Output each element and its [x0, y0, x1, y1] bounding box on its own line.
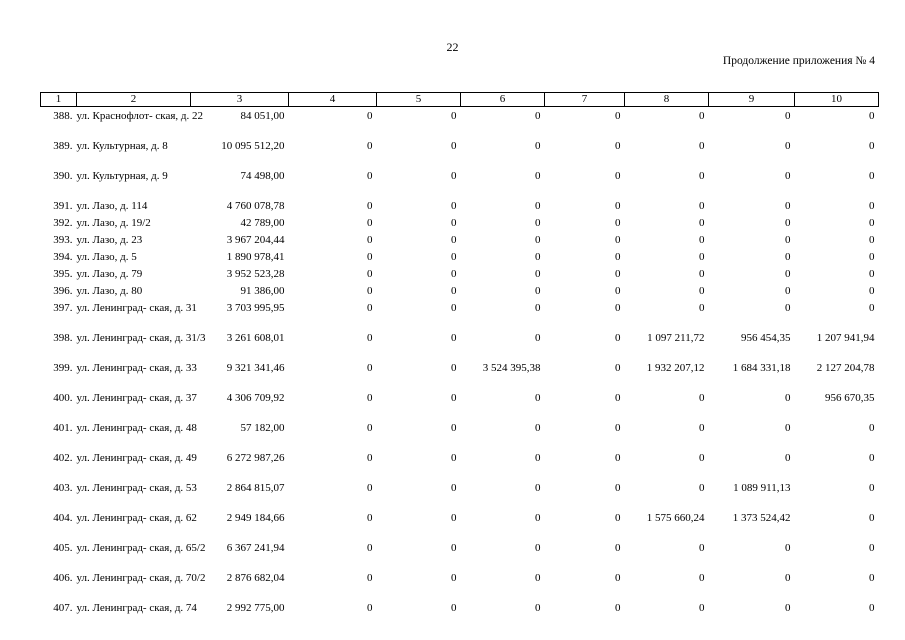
- value-cell: 0: [869, 512, 875, 524]
- address-cell: ул. Ленинград- ская, д. 65/2: [76, 542, 206, 554]
- table-row: [41, 513, 879, 543]
- row-number: 406.: [53, 572, 73, 584]
- header-cell: 2: [77, 93, 191, 107]
- value-cell: 0: [535, 452, 541, 464]
- value-cell: 0: [451, 170, 457, 182]
- value-cell: 0: [869, 200, 875, 212]
- value-cell: 0: [615, 512, 621, 524]
- value-cell: 0: [535, 542, 541, 554]
- value-cell: 0: [451, 217, 457, 229]
- value-cell: 0: [535, 602, 541, 614]
- header-cell: 8: [625, 93, 709, 107]
- value-cell: 0: [615, 170, 621, 182]
- value-cell: 0: [869, 140, 875, 152]
- value-cell: 0: [451, 542, 457, 554]
- value-cell: 0: [615, 217, 621, 229]
- value-cell: 0: [535, 482, 541, 494]
- value-cell: 0: [367, 302, 373, 314]
- value-cell: 0: [451, 234, 457, 246]
- value-cell: 0: [451, 200, 457, 212]
- value-cell: 2 864 815,07: [226, 482, 285, 494]
- value-cell: 0: [451, 251, 457, 263]
- value-cell: 0: [535, 268, 541, 280]
- header-cell: 1: [41, 93, 77, 107]
- row-number: 395.: [53, 268, 73, 280]
- value-cell: 0: [535, 251, 541, 263]
- value-cell: 0: [869, 170, 875, 182]
- row-number: 393.: [53, 234, 73, 246]
- value-cell: 1 684 331,18: [732, 362, 791, 374]
- row-number: 392.: [53, 217, 73, 229]
- header-cell: 10: [795, 93, 879, 107]
- value-cell: 0: [615, 392, 621, 404]
- value-cell: 956 454,35: [741, 332, 791, 344]
- value-cell: 0: [615, 285, 621, 297]
- value-cell: 0: [699, 234, 705, 246]
- address-cell: ул. Культурная, д. 8: [76, 140, 168, 152]
- value-cell: 1 207 941,94: [816, 332, 875, 344]
- table-row: [41, 573, 879, 603]
- value-cell: 0: [367, 234, 373, 246]
- value-cell: 0: [367, 110, 373, 122]
- table-row: [41, 423, 879, 453]
- header-cell: 7: [545, 93, 625, 107]
- value-cell: 0: [615, 200, 621, 212]
- value-cell: 0: [699, 302, 705, 314]
- row-number: 400.: [53, 392, 73, 404]
- header-cell: 6: [461, 93, 545, 107]
- address-cell: ул. Ленинград- ская, д. 49: [76, 452, 197, 464]
- value-cell: 0: [451, 362, 457, 374]
- address-cell: ул. Ленинград- ская, д. 48: [76, 422, 197, 434]
- row-number: 404.: [53, 512, 73, 524]
- value-cell: 0: [367, 452, 373, 464]
- value-cell: 0: [615, 332, 621, 344]
- value-cell: 0: [615, 268, 621, 280]
- value-cell: 0: [869, 302, 875, 314]
- row-number: 399.: [53, 362, 73, 374]
- value-cell: 0: [699, 572, 705, 584]
- table-row: [41, 286, 879, 303]
- row-number: 389.: [53, 140, 73, 152]
- value-cell: 0: [699, 422, 705, 434]
- value-cell: 0: [869, 572, 875, 584]
- header-cell: 9: [709, 93, 795, 107]
- value-cell: 0: [785, 285, 791, 297]
- value-cell: 0: [535, 217, 541, 229]
- value-cell: 0: [367, 602, 373, 614]
- row-number: 397.: [53, 302, 73, 314]
- value-cell: 0: [367, 422, 373, 434]
- value-cell: 0: [535, 110, 541, 122]
- address-cell: ул. Лазо, д. 114: [76, 200, 148, 212]
- value-cell: 0: [535, 422, 541, 434]
- value-cell: 0: [785, 302, 791, 314]
- table-row: [41, 333, 879, 363]
- value-cell: 0: [869, 217, 875, 229]
- address-cell: ул. Лазо, д. 5: [76, 251, 137, 263]
- value-cell: 2 992 775,00: [226, 602, 285, 614]
- value-cell: 0: [367, 200, 373, 212]
- appendix-table: [40, 92, 879, 633]
- value-cell: 0: [535, 285, 541, 297]
- value-cell: 0: [699, 200, 705, 212]
- header-cell: 5: [377, 93, 461, 107]
- value-cell: 0: [367, 512, 373, 524]
- value-cell: 0: [869, 422, 875, 434]
- table-body: [41, 107, 879, 634]
- value-cell: 0: [535, 170, 541, 182]
- value-cell: 10 095 512,20: [221, 140, 285, 152]
- value-cell: 84 051,00: [240, 110, 285, 122]
- value-cell: 91 386,00: [240, 285, 285, 297]
- address-cell: ул. Лазо, д. 23: [76, 234, 143, 246]
- page-number: 22: [446, 40, 459, 54]
- value-cell: 0: [451, 572, 457, 584]
- value-cell: 0: [785, 422, 791, 434]
- value-cell: 2 876 682,04: [226, 572, 285, 584]
- table-row: [41, 603, 879, 633]
- value-cell: 0: [615, 251, 621, 263]
- table-row: [41, 543, 879, 573]
- value-cell: 0: [699, 110, 705, 122]
- row-number: 398.: [53, 332, 73, 344]
- value-cell: 0: [699, 140, 705, 152]
- value-cell: 0: [367, 542, 373, 554]
- value-cell: 0: [615, 234, 621, 246]
- value-cell: 1 373 524,42: [732, 512, 791, 524]
- value-cell: 1 932 207,12: [646, 362, 705, 374]
- table-row: [41, 252, 879, 269]
- value-cell: 2 127 204,78: [816, 362, 875, 374]
- value-cell: 0: [869, 602, 875, 614]
- value-cell: 4 306 709,92: [226, 392, 285, 404]
- table-row: [41, 111, 879, 141]
- value-cell: 0: [367, 482, 373, 494]
- value-cell: 1 575 660,24: [646, 512, 705, 524]
- value-cell: 0: [785, 217, 791, 229]
- value-cell: 0: [367, 332, 373, 344]
- value-cell: 0: [869, 452, 875, 464]
- value-cell: 0: [615, 542, 621, 554]
- value-cell: 0: [615, 572, 621, 584]
- value-cell: 57 182,00: [240, 422, 285, 434]
- value-cell: 4 760 078,78: [226, 200, 285, 212]
- value-cell: 0: [535, 200, 541, 212]
- value-cell: 6 367 241,94: [226, 542, 285, 554]
- value-cell: 0: [615, 140, 621, 152]
- value-cell: 0: [785, 140, 791, 152]
- value-cell: 0: [451, 110, 457, 122]
- value-cell: 0: [699, 170, 705, 182]
- value-cell: 0: [869, 542, 875, 554]
- value-cell: 0: [785, 542, 791, 554]
- value-cell: 0: [785, 234, 791, 246]
- value-cell: 0: [451, 140, 457, 152]
- value-cell: 3 261 608,01: [226, 332, 285, 344]
- address-cell: ул. Ленинград- ская, д. 37: [76, 392, 197, 404]
- value-cell: 9 321 341,46: [226, 362, 285, 374]
- table-row: [41, 483, 879, 513]
- row-number: 391.: [53, 200, 73, 212]
- value-cell: 0: [785, 392, 791, 404]
- value-cell: 42 789,00: [240, 217, 285, 229]
- value-cell: 0: [699, 392, 705, 404]
- table-row: [41, 218, 879, 235]
- value-cell: 0: [785, 251, 791, 263]
- row-number: 401.: [53, 422, 73, 434]
- row-number: 396.: [53, 285, 73, 297]
- value-cell: 0: [699, 217, 705, 229]
- value-cell: 0: [869, 285, 875, 297]
- address-cell: ул. Культурная, д. 9: [76, 170, 168, 182]
- value-cell: 0: [785, 170, 791, 182]
- value-cell: 0: [869, 110, 875, 122]
- table-row: [41, 141, 879, 171]
- value-cell: 0: [699, 602, 705, 614]
- value-cell: 0: [785, 602, 791, 614]
- address-cell: ул. Краснофлот- ская, д. 22: [76, 110, 204, 122]
- header-cell: 3: [191, 93, 289, 107]
- value-cell: 3 703 995,95: [226, 302, 285, 314]
- value-cell: 0: [535, 140, 541, 152]
- value-cell: 0: [367, 251, 373, 263]
- table-row: [41, 393, 879, 423]
- value-cell: 0: [451, 285, 457, 297]
- value-cell: 0: [535, 572, 541, 584]
- value-cell: 0: [615, 110, 621, 122]
- value-cell: 0: [535, 302, 541, 314]
- value-cell: 0: [367, 285, 373, 297]
- value-cell: 0: [869, 251, 875, 263]
- value-cell: 0: [699, 251, 705, 263]
- value-cell: 0: [615, 302, 621, 314]
- value-cell: 0: [367, 170, 373, 182]
- value-cell: 0: [535, 234, 541, 246]
- value-cell: 0: [367, 268, 373, 280]
- address-cell: ул. Ленинград- ская, д. 53: [76, 482, 197, 494]
- table-row: [41, 303, 879, 333]
- value-cell: 0: [451, 268, 457, 280]
- value-cell: 0: [535, 332, 541, 344]
- value-cell: 0: [615, 362, 621, 374]
- value-cell: 956 670,35: [825, 392, 875, 404]
- value-cell: 0: [451, 482, 457, 494]
- value-cell: 0: [869, 482, 875, 494]
- value-cell: 0: [535, 512, 541, 524]
- value-cell: 0: [785, 268, 791, 280]
- value-cell: 3 967 204,44: [226, 234, 285, 246]
- value-cell: 1 097 211,72: [647, 332, 705, 344]
- value-cell: 0: [785, 452, 791, 464]
- table-row: [41, 363, 879, 393]
- address-cell: ул. Лазо, д. 80: [76, 285, 143, 297]
- continuation-title: Продолжение приложения № 4: [722, 55, 875, 67]
- row-number: 390.: [53, 170, 73, 182]
- value-cell: 0: [615, 482, 621, 494]
- address-cell: ул. Ленинград- ская, д. 31/3: [76, 332, 206, 344]
- value-cell: 0: [451, 512, 457, 524]
- row-number: 388.: [53, 110, 73, 122]
- row-number: 403.: [53, 482, 73, 494]
- value-cell: 0: [367, 392, 373, 404]
- value-cell: 0: [451, 422, 457, 434]
- address-cell: ул. Ленинград- ская, д. 74: [76, 602, 197, 614]
- table-row: [41, 269, 879, 286]
- row-number: 394.: [53, 251, 73, 263]
- value-cell: 0: [785, 110, 791, 122]
- value-cell: 0: [615, 602, 621, 614]
- table-row: [41, 171, 879, 201]
- value-cell: 0: [785, 200, 791, 212]
- table-row: [41, 235, 879, 252]
- value-cell: 0: [699, 542, 705, 554]
- value-cell: 0: [699, 285, 705, 297]
- value-cell: 0: [615, 452, 621, 464]
- header-row: [41, 93, 879, 107]
- value-cell: 0: [451, 392, 457, 404]
- value-cell: 0: [699, 452, 705, 464]
- value-cell: 0: [535, 392, 541, 404]
- address-cell: ул. Ленинград- ская, д. 33: [76, 362, 197, 374]
- value-cell: 0: [367, 362, 373, 374]
- value-cell: 0: [785, 572, 791, 584]
- header-cell: 4: [289, 93, 377, 107]
- row-number: 405.: [53, 542, 73, 554]
- table-row: [41, 453, 879, 483]
- value-cell: 0: [451, 332, 457, 344]
- value-cell: 0: [699, 268, 705, 280]
- address-cell: ул. Лазо, д. 19/2: [76, 217, 151, 229]
- address-cell: ул. Ленинград- ская, д. 70/2: [76, 572, 206, 584]
- value-cell: 0: [869, 268, 875, 280]
- address-cell: ул. Ленинград- ская, д. 62: [76, 512, 197, 524]
- value-cell: 3 524 395,38: [482, 362, 541, 374]
- value-cell: 0: [367, 140, 373, 152]
- value-cell: 0: [367, 572, 373, 584]
- value-cell: 6 272 987,26: [226, 452, 285, 464]
- value-cell: 0: [869, 234, 875, 246]
- value-cell: 74 498,00: [240, 170, 285, 182]
- value-cell: 3 952 523,28: [226, 268, 285, 280]
- value-cell: 0: [699, 482, 705, 494]
- value-cell: 0: [451, 302, 457, 314]
- value-cell: 1 089 911,13: [733, 482, 791, 494]
- value-cell: 0: [451, 602, 457, 614]
- value-cell: 0: [615, 422, 621, 434]
- value-cell: 2 949 184,66: [226, 512, 285, 524]
- address-cell: ул. Ленинград- ская, д. 31: [76, 302, 197, 314]
- row-number: 407.: [53, 602, 73, 614]
- value-cell: 1 890 978,41: [226, 251, 285, 263]
- value-cell: 0: [367, 217, 373, 229]
- address-cell: ул. Лазо, д. 79: [76, 268, 143, 280]
- table-row: [41, 201, 879, 218]
- row-number: 402.: [53, 452, 73, 464]
- value-cell: 0: [451, 452, 457, 464]
